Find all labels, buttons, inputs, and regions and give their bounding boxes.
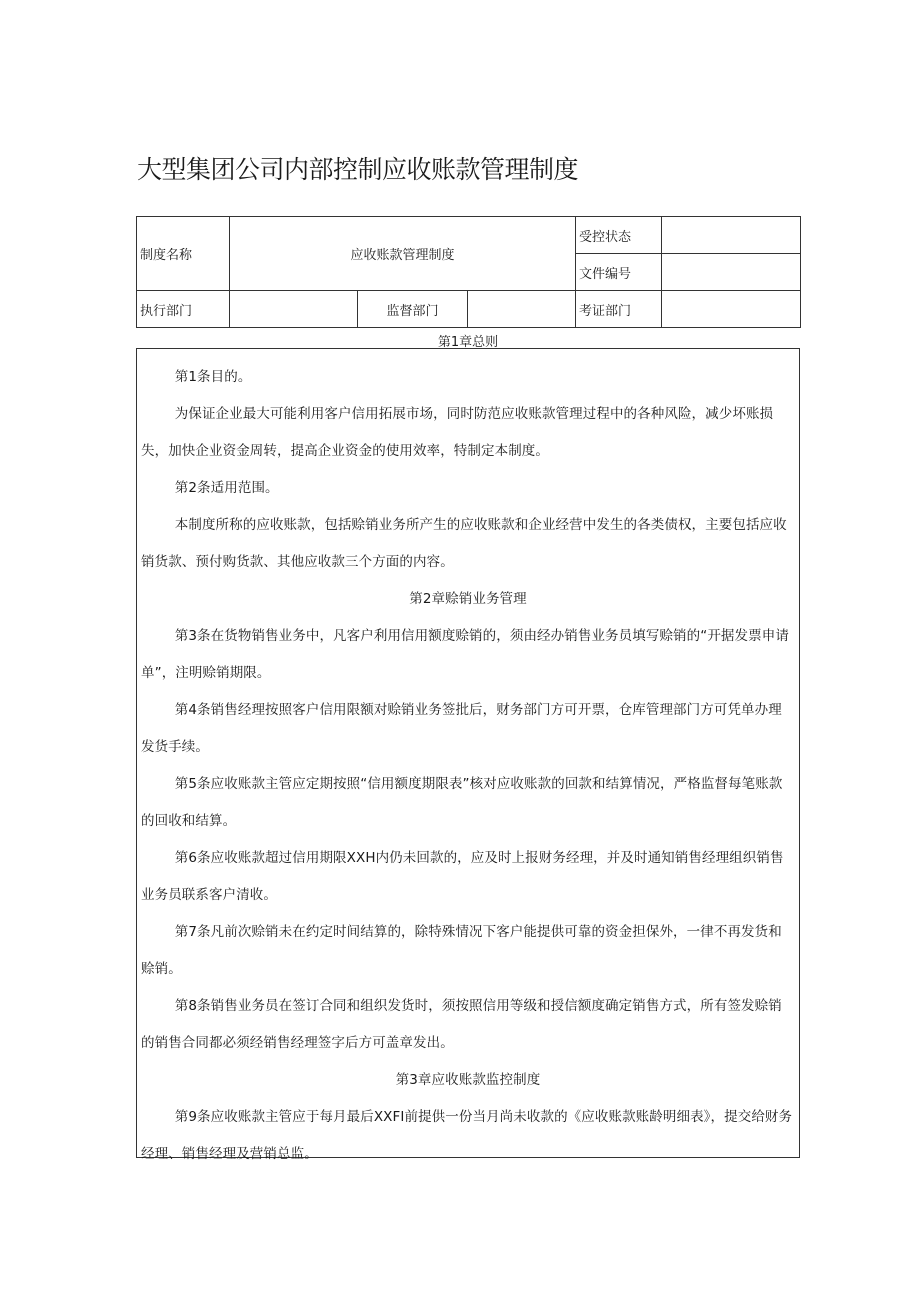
supervise-dept-value[interactable] — [468, 291, 576, 328]
article-3: 第3条在货物销售业务中，凡客户利用信用额度赊销的，须由经办销售业务员填写赊销的“开据发票申请单”，注明赊销期限。 — [141, 628, 789, 681]
document-title: 大型集团公司内部控制应收账款管理制度 — [137, 155, 579, 184]
chapter-1-heading: 第1章总则 — [437, 335, 499, 350]
chapter-2-heading: 第2章赊销业务管理 — [409, 591, 527, 607]
supervise-dept-label: 监督部门 — [358, 291, 468, 328]
chapter-3-heading: 第3章应收账款监控制度 — [395, 1072, 541, 1088]
article-5: 第5条应收账款主管应定期按照“信用额度期限表”核对应收账款的回款和结算情况，严格监督每笔账款的回收和结算。 — [141, 776, 783, 829]
audit-dept-label: 考证部门 — [576, 291, 662, 328]
name-label: 制度名称 — [137, 217, 230, 291]
article-6: 第6条应收账款超过信用期限XXH内仍未回款的，应及时上报财务经理，并及时通知销售经理组织销售业务员联系客户清收。 — [141, 850, 784, 903]
article-8: 第8条销售业务员在签订合同和组织发货时，须按照信用等级和授信额度确定销售方式，所有签发赊销的销售合同都必须经销售经理签字后方可盖章发出。 — [141, 998, 782, 1051]
exec-dept-label: 执行部门 — [137, 291, 230, 328]
control-status-label: 受控状态 — [576, 217, 662, 254]
document-info-table — [136, 216, 801, 328]
article-4: 第4条销售经理按照客户信用限额对赊销业务签批后，财务部门方可开票，仓库管理部门方可凭单办理发货手续。 — [141, 702, 782, 755]
article-2-text: 本制度所称的应收账款，包括赊销业务所产生的应收账款和企业经营中发生的各类债权，主要包括应收销货款、预付购货款、其他应收款三个方面的内容。 — [141, 517, 787, 570]
exec-dept-value[interactable] — [230, 291, 358, 328]
document-body — [136, 348, 800, 1162]
file-no-value[interactable] — [662, 254, 801, 291]
control-status-value[interactable] — [662, 217, 801, 254]
article-9: 第9条应收账款主管应于每月最后XXFI前提供一份当月尚未收款的《应收账款账龄明细表》，提交给财务经理、销售经理及营销总监。 — [141, 1109, 793, 1162]
name-value: 应收账款管理制度 — [230, 217, 576, 291]
article-1-heading: 第1条目的。 — [174, 369, 252, 385]
article-1-text: 为保证企业最大可能利用客户信用拓展市场，同时防范应收账款管理过程中的各种风险，减少坏账损失，加快企业资金周转，提高企业资金的使用效率，特制定本制度。 — [141, 406, 774, 459]
file-no-label: 文件编号 — [576, 254, 662, 291]
audit-dept-value[interactable] — [662, 291, 801, 328]
article-2-heading: 第2条适用范围。 — [174, 480, 279, 496]
article-7: 第7条凡前次赊销未在约定时间结算的，除特殊情况下客户能提供可靠的资金担保外，一律不再发货和赊销。 — [141, 924, 782, 977]
